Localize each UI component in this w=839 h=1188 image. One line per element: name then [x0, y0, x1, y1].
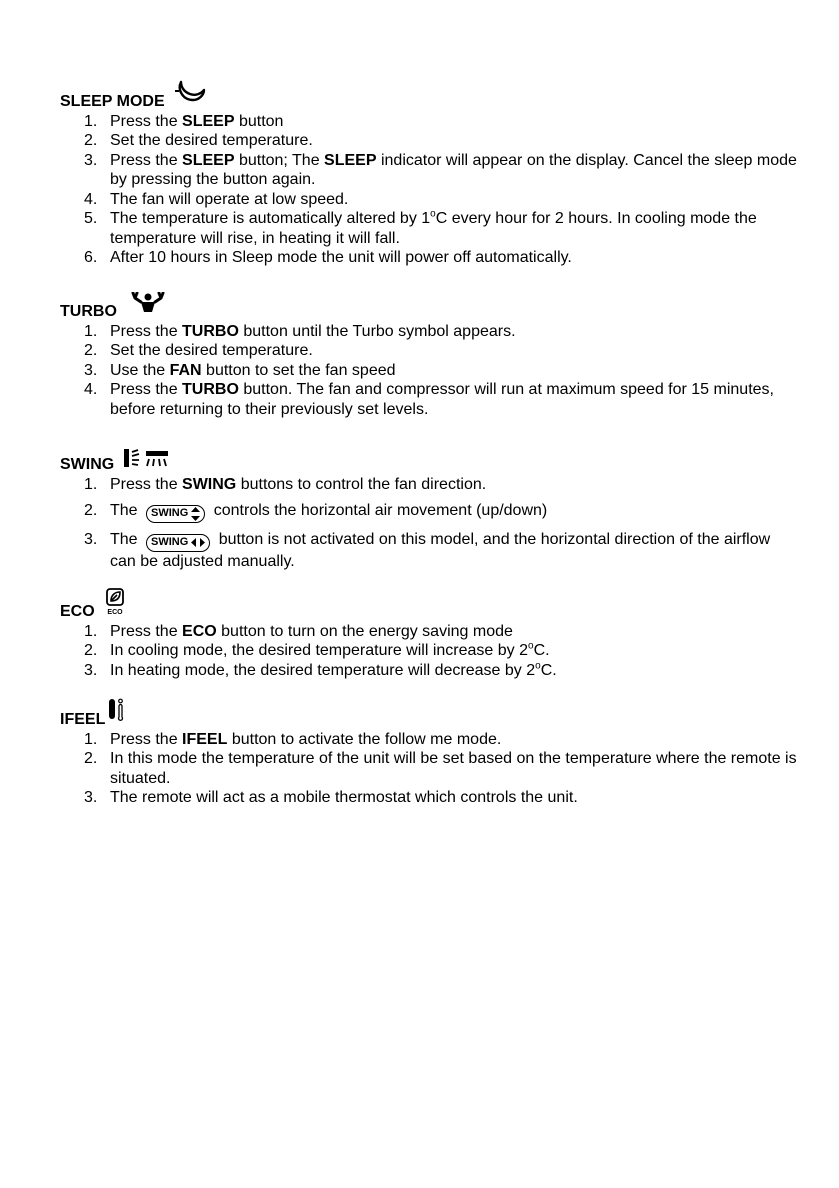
list-item: 1. Press the SLEEP button — [84, 112, 284, 130]
list-item: 6. After 10 hours in Sleep mode the unit will power off automatically. — [84, 249, 572, 266]
list-item: 4. The fan will operate at low speed. — [84, 190, 349, 208]
turbo-section — [60, 292, 800, 419]
list-item: 2. Set the desired temperature. — [84, 132, 313, 149]
sleep-section — [60, 76, 800, 268]
svg-text:ECO: ECO — [107, 609, 123, 616]
swing-steps — [60, 475, 800, 572]
ifeel-steps — [60, 730, 800, 808]
turbo-title: TURBO — [60, 303, 117, 320]
eco-steps — [60, 622, 800, 681]
ifeel-heading — [60, 698, 800, 730]
thermometer-icon — [106, 698, 124, 730]
strongman-icon — [131, 292, 165, 320]
list-item: 3. In heating mode, the desired temperature will decrease by 2$^o$C. — [84, 660, 557, 679]
list-item: 3. Use the FAN button to set the fan speed — [84, 361, 396, 379]
swing-updown-button-icon: SWING — [146, 505, 205, 523]
vertical-swing-icon — [123, 448, 141, 474]
horizontal-swing-icon — [145, 450, 169, 474]
moon-icon — [173, 76, 207, 110]
eco-heading — [60, 588, 800, 622]
list-item: 5. The temperature is automatically altered by 1$^o$C every hour for 2 hours. In cooling mode the temperature will rise, in heating it will fall. — [84, 208, 757, 247]
swing-section — [60, 448, 800, 571]
list-item: 1. Press the TURBO button until the Turbo symbol appears. — [84, 322, 516, 340]
ifeel-section — [60, 698, 800, 808]
list-item: 4. Press the TURBO button. The fan and compressor will run at maximum speed for 15 minutes, before returning to their previously set levels. — [84, 381, 774, 418]
eco-title: ECO — [60, 603, 95, 620]
list-item: 2. In cooling mode, the desired temperature will increase by 2$^o$C. — [84, 640, 550, 659]
list-item: 2. The SWING controls the horizontal air movement (up/down) — [60, 501, 800, 523]
sleep-steps — [60, 112, 800, 268]
swing-heading — [60, 448, 800, 475]
swing-title: SWING — [60, 456, 115, 473]
list-item: 3. The SWING button is not activated on this model, and the horizontal direction of the airflow can be adjusted manually. — [84, 530, 771, 570]
list-item: 1. Press the ECO button to turn on the energy saving mode — [84, 622, 513, 640]
eco-leaf-icon — [105, 588, 127, 622]
swing-leftright-button-icon: SWING — [146, 534, 210, 552]
list-item: 2. In this mode the temperature of the unit will be set based on the temperature where the remote is situated. — [84, 750, 797, 787]
list-item: 1. Press the SWING buttons to control the fan direction. — [84, 475, 487, 493]
list-item: 3. The remote will act as a mobile thermostat which controls the unit. — [84, 789, 578, 806]
ifeel-title: IFEEL — [60, 711, 106, 728]
list-item: 2. Set the desired temperature. — [84, 342, 313, 359]
list-item: 3. Press the SLEEP button; The SLEEP indicator will appear on the display. Cancel the sleep mode by pressing the button again. — [84, 151, 797, 188]
eco-section — [60, 588, 800, 680]
sleep-heading — [60, 76, 800, 112]
turbo-steps — [60, 322, 800, 420]
sleep-title: SLEEP MODE — [60, 93, 165, 110]
list-item: 1. Press the IFEEL button to activate the follow me mode. — [84, 730, 502, 748]
turbo-heading — [60, 292, 800, 322]
